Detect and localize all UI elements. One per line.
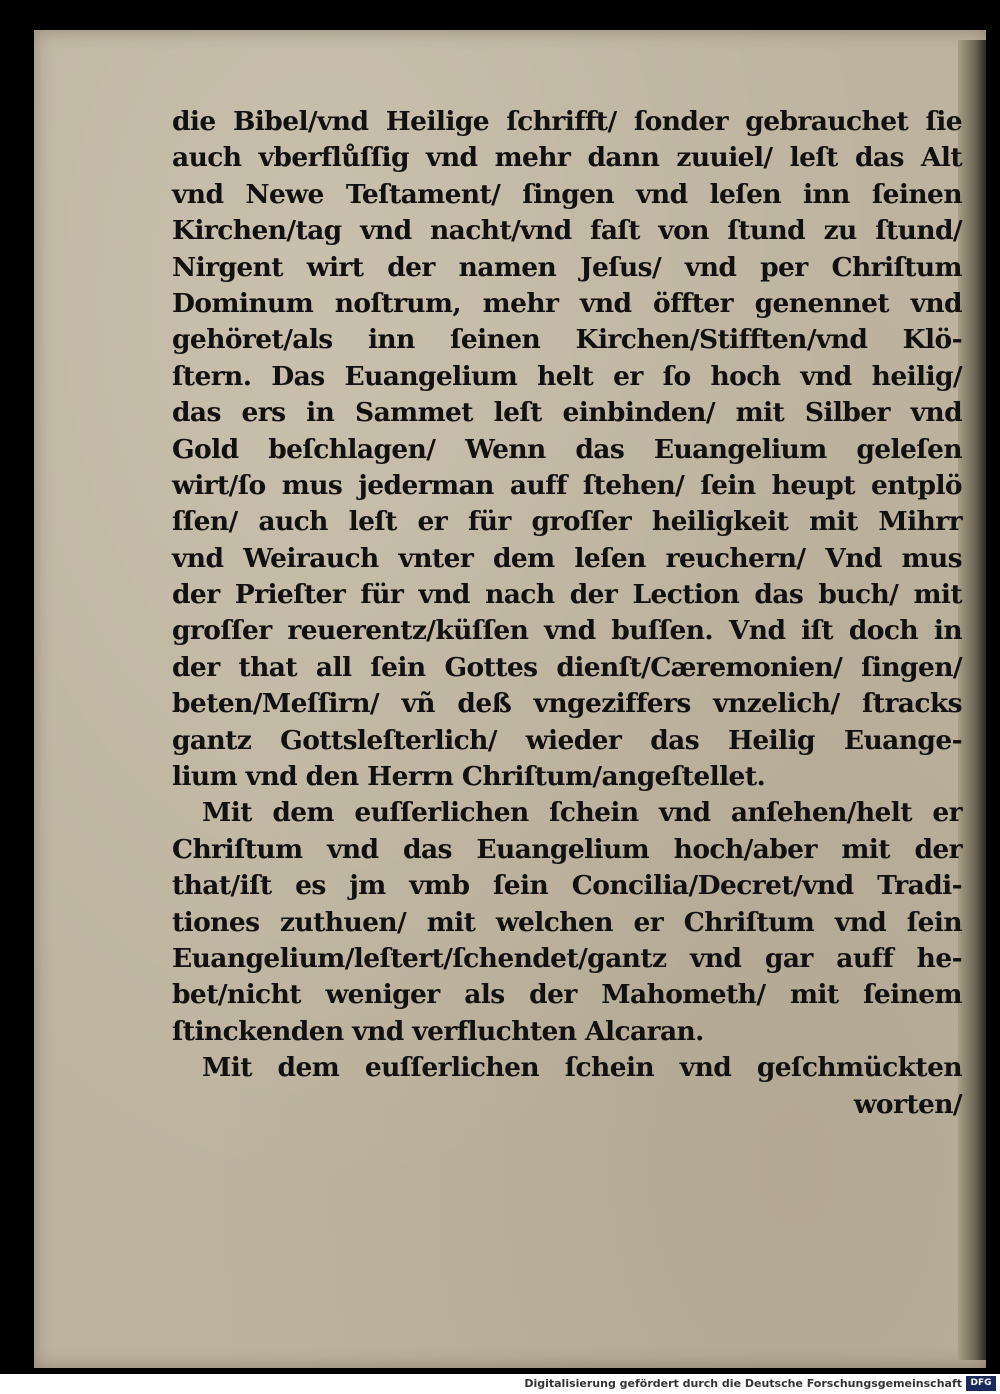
text-line-1: die Bibel/vnd Heilige ſchrifft/ ſonder gebrauchet ſie [172,106,962,137]
text-line-17: beten/Meſſirn/ vñ deß vngeziffers vnzelich/ ſtracks [172,688,962,720]
text-line-26: ſtinckenden vnd verfluchten Alcaran. [172,1015,704,1047]
text-line-16: der that all ſein Gottes dienſt/Cæremonien/ ſingen/ [172,651,962,683]
funding-credit: Digitalisierung gefördert durch die Deutsche Forschungsgemeinschaft [524,1377,962,1390]
text-line-2: auch vberflůſſig vnd mehr dann zuuiel/ leſt das Alt [172,142,962,174]
page-edge [958,40,986,1360]
text-line-22: that/iſt es jm vmb ſein Concilia/Decret/vnd Tradi- [172,870,962,902]
text-line-21: Chriſtum vnd das Euangelium hoch/aber mit der [172,833,962,865]
text-line-7: gehöret/als inn ſeinen Kirchen/Stifften/vnd Klö- [172,324,962,356]
text-line-13: vnd Weirauch vnter dem leſen reuchern/ Vnd mus [172,542,962,574]
footer-bar [0,1374,1000,1394]
catchword: worten/ [853,1088,962,1120]
text-line-12: ſſen/ auch leſt er für groſſer heiligkeit mit Mihrr [172,506,962,538]
text-line-19: lium vnd den Herrn Chriſtum/angeſtellet. [172,761,766,793]
text-line-25: bet/nicht weniger als der Mahometh/ mit ſeinem [172,979,962,1011]
text-line-4: Kirchen/tag vnd nacht/vnd faſt von ſtund zu ſtund/ [172,215,962,247]
text-line-9: das ers in Sammet leſt einbinden/ mit Silber vnd [172,397,962,429]
text-line-5: Nirgent wirt der namen Jeſus/ vnd per Chriſtum [172,251,962,283]
text-line-27: Mit dem euſſerlichen ſchein vnd geſchmückten [202,1052,962,1084]
text-line-10: Gold beſchlagen/ Wenn das Euangelium geleſen [172,433,962,465]
text-line-15: groſſer reuerentz/küſſen vnd buſſen. Vnd iſt doch in [172,615,962,647]
text-line-11: wirt/ſo mus jederman auff ſtehen/ ſein heupt entplö [172,469,962,501]
dfg-logo: DFG [966,1376,996,1391]
page-text [172,104,962,1123]
text-line-14: der Prieſter für vnd nach der Lection das buch/ mit [172,579,962,611]
text-line-23: tiones zuthuen/ mit welchen er Chriſtum vnd ſein [172,906,962,938]
text-line-18: gantz Gottsleſterlich/ wieder das Heilig Euange- [172,724,962,756]
text-line-24: Euangelium/leſtert/ſchendet/gantz vnd gar auff he- [172,942,962,974]
text-line-8: ſtern. Das Euangelium helt er ſo hoch vnd heilig/ [172,360,962,392]
text-line-20: Mit dem euſſerlichen ſchein vnd anſehen/helt er [202,797,962,829]
text-line-6: Dominum noſtrum, mehr vnd öffter genennet vnd [172,287,962,319]
text-line-3: vnd Newe Teſtament/ ſingen vnd leſen inn ſeinen [172,178,962,210]
